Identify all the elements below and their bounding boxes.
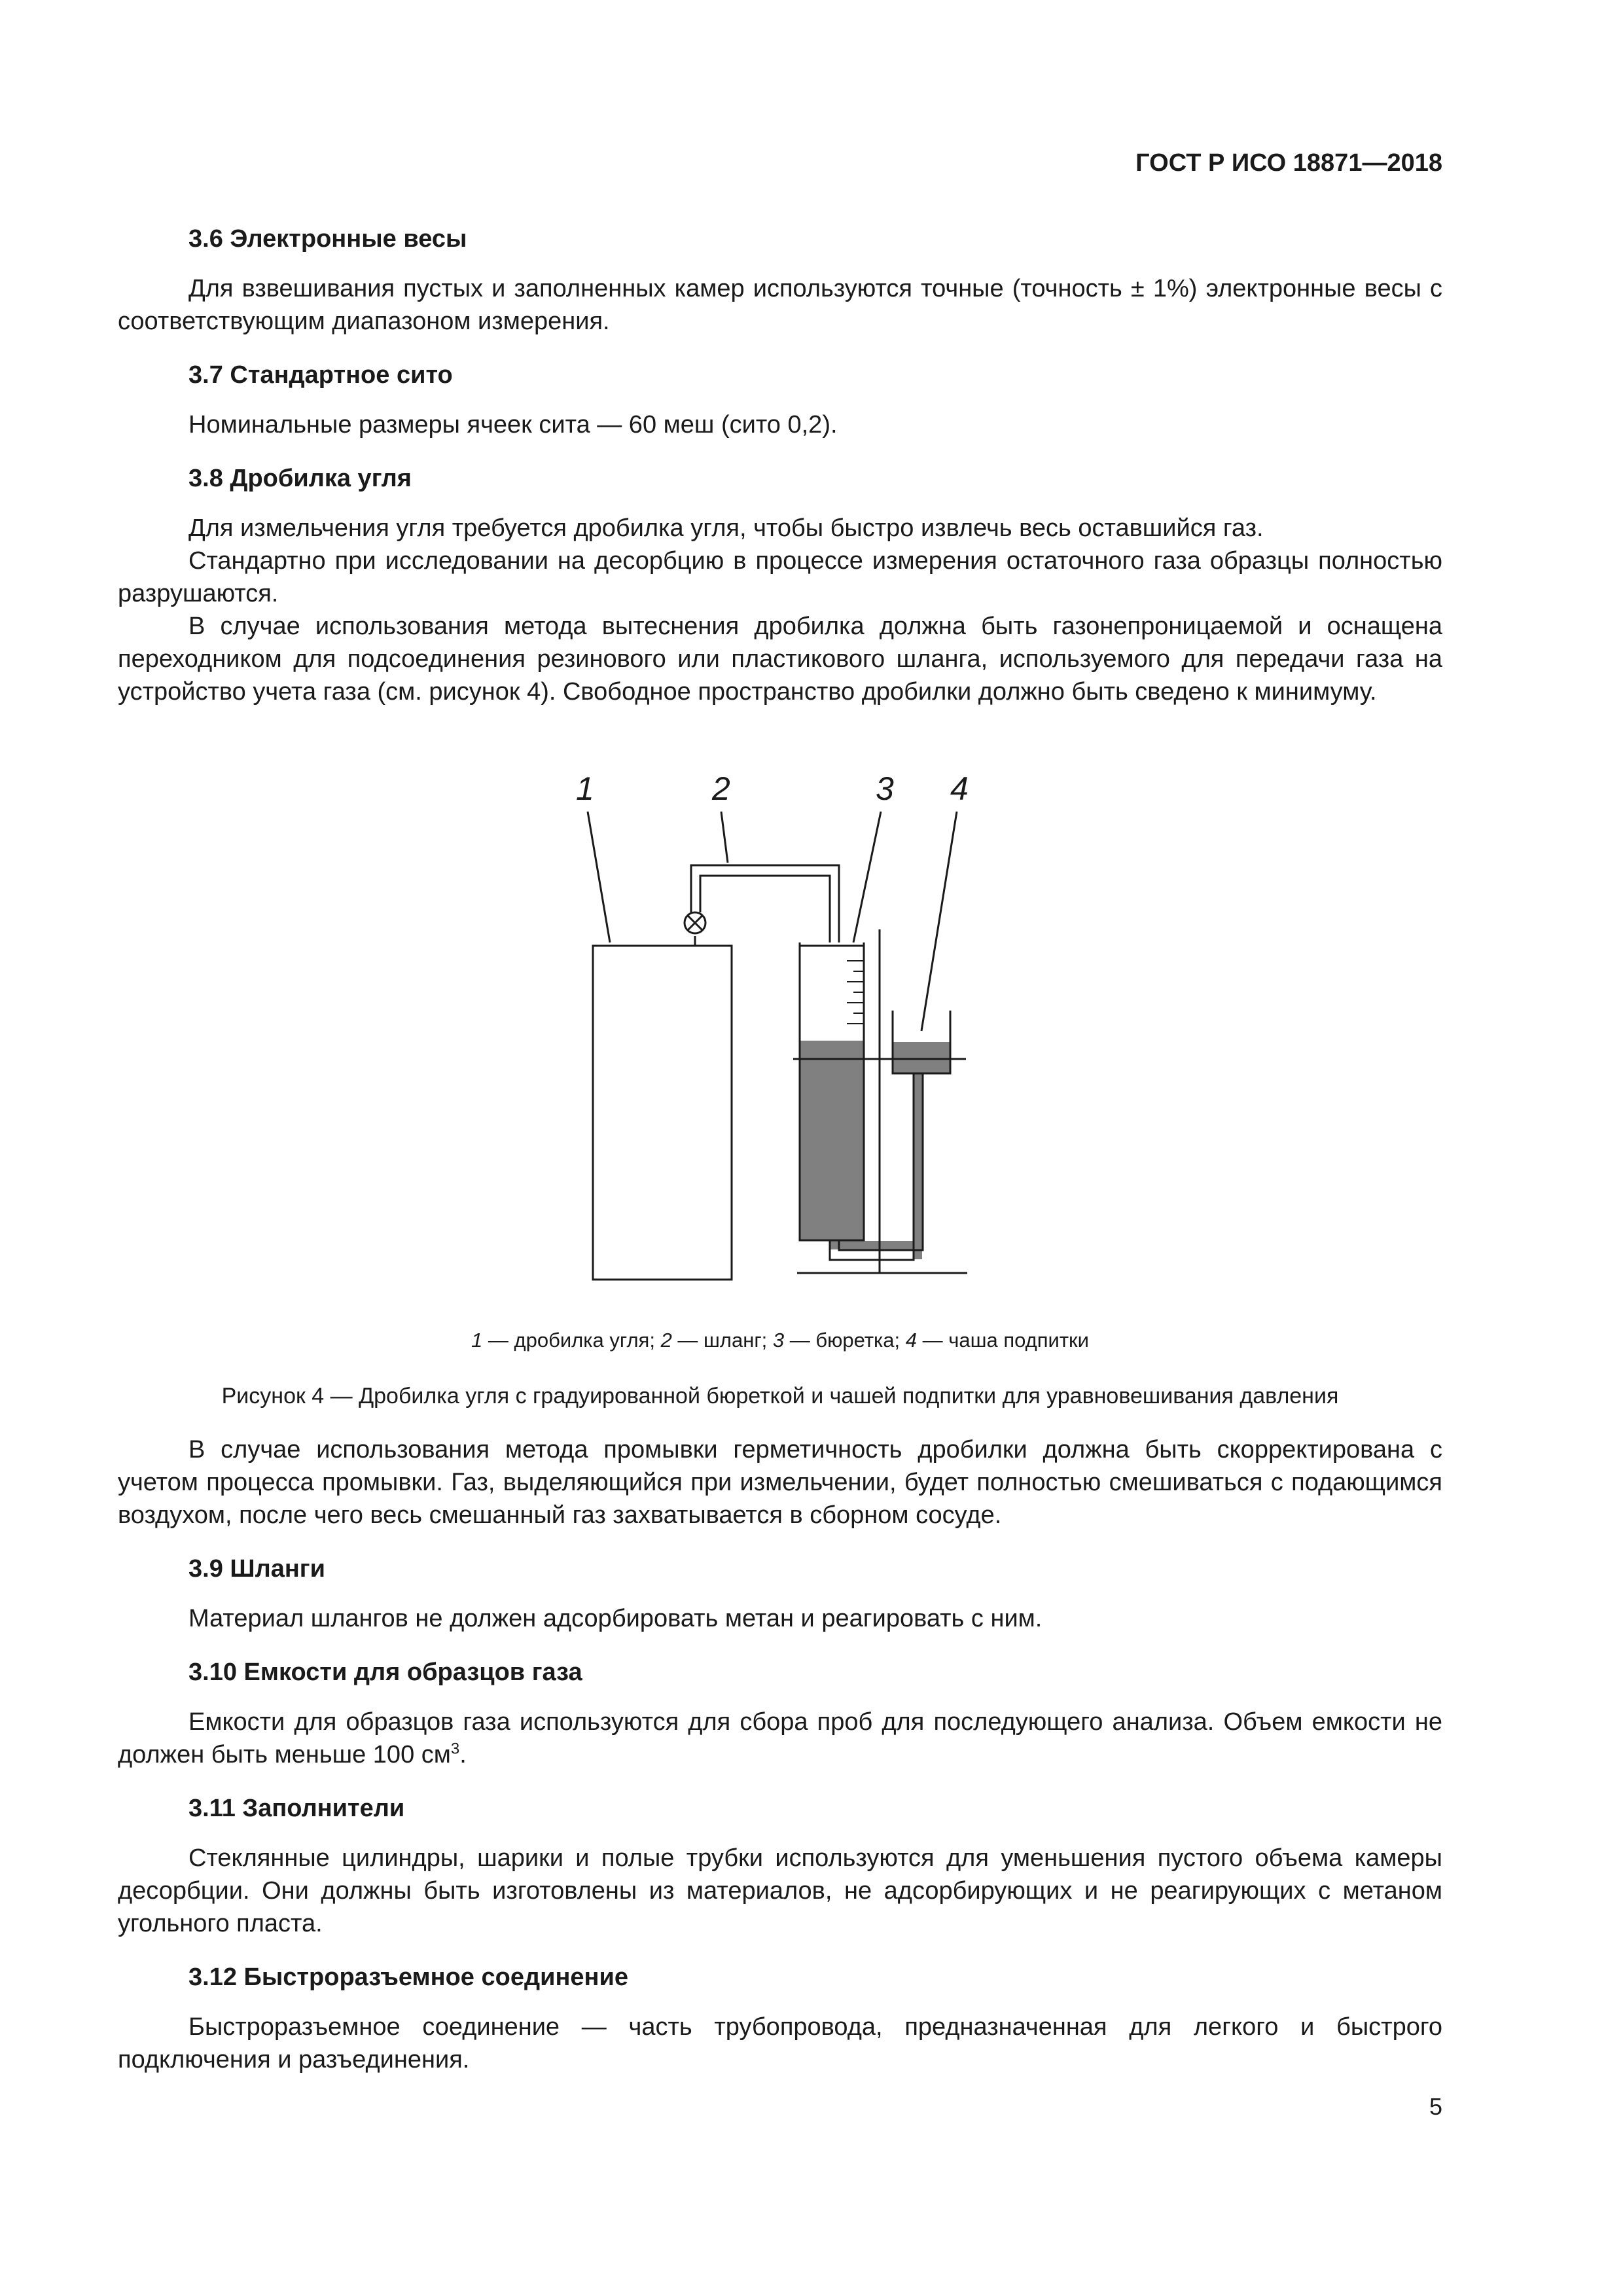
paragraph: Стандартно при исследовании на десорбцию в процессе измерения остаточного газа образцы полностью разрушаются. [118,547,1442,607]
burette-graduations [847,961,864,1024]
page-number: 5 [1429,2093,1442,2120]
section-heading-3-11: 3.11 Заполнители [188,1795,405,1822]
paragraph: В случае использования метода вытеснения дробилка должна быть газонепроницаемой и оснащена переходником для подсоединения резинового или пластикового шланга, используемого для передачи газа на устройство учета газа (см. рисунок 4). Свободное пространство дробилки должно быть сведено к минимуму. [118,613,1442,706]
figure-label-1: 1 [576,770,594,807]
figure-label-4: 4 [950,770,969,807]
section-heading-3-10: 3.10 Емкости для образцов газа [188,1659,582,1686]
paragraph: Номинальные размеры ячеек сита — 60 меш (сито 0,2). [188,411,838,439]
paragraph: Материал шлангов не должен адсорбировать метан и реагировать с ним. [188,1605,1043,1632]
figure-caption: Рисунок 4 — Дробилка угля с градуированной бюреткой и чашей подпитки для уравновешивания давления [221,1384,1339,1408]
paragraph: В случае использования метода промывки герметичность дробилки должна быть скорректирована с учетом процесса промывки. Газ, выделяющийся при измельчении, будет полностью смешиваться с подающимся воздухом, после чего весь смешанный газ захватывается в сборном сосуде. [118,1436,1442,1529]
leader-line-1 [588,812,610,942]
leader-line-2 [721,812,728,863]
tube-liquid [914,1073,922,1259]
leader-line-3 [853,812,881,942]
hose-inner [700,876,830,942]
paragraph: Быстроразъемное соединение — часть трубопровода, предназначенная для легкого и быстрого подключения и разъединения. [118,2013,1442,2073]
figure-label-2: 2 [712,770,730,807]
paragraph: Стеклянные цилиндры, шарики и полые трубки используются для уменьшения пустого объема камеры десорбции. Они должны быть изготовлены из материалов, не адсорбирующих и не реагирующих с метаном угольного пласта. [118,1844,1442,1937]
figure-label-3: 3 [876,770,894,807]
post-figure-content [118,1302,1442,2076]
hose-outer [691,865,839,942]
paragraph: Для измельчения угля требуется дробилка угля, чтобы быстро извлечь весь оставшийся газ. [188,514,1264,542]
burette-liquid [800,1041,863,1240]
section-heading-3-7: 3.7 Стандартное сито [188,361,453,389]
section-heading-3-9: 3.9 Шланги [188,1555,325,1583]
crusher-box [593,946,732,1280]
document-header: ГОСТ Р ИСО 18871—2018 [1135,149,1442,177]
paragraph: Для взвешивания пустых и заполненных камер используются точные (точность ± 1%) электронные весы с соответствующим диапазоном измерения. [118,275,1442,335]
section-heading-3-12: 3.12 Быстроразъемное соединение [188,1964,628,1991]
leader-line-4 [921,812,957,1031]
bowl-liquid [893,1042,950,1073]
section-heading-3-6: 3.6 Электронные весы [188,225,467,253]
paragraph: Емкости для образцов газа используются для сбора проб для последующего анализа. Объем емкости не должен быть меньше 100 $см^3$. [118,1708,1442,1768]
section-heading-3-8: 3.8 Дробилка угля [188,465,412,492]
figure-legend: 1 — дробилка угля; 2 — шланг; 3 — бюретка; 4 — чаша подпитки [471,1329,1089,1352]
